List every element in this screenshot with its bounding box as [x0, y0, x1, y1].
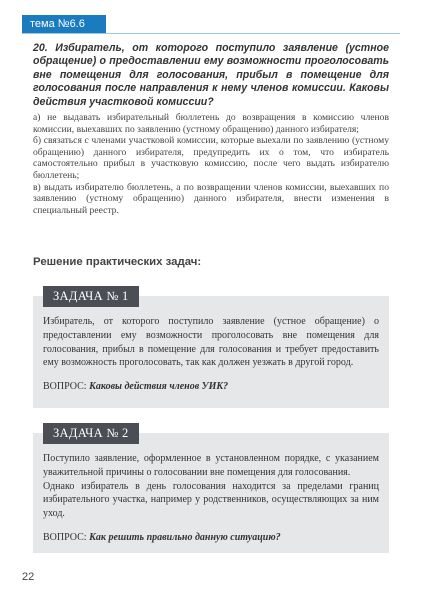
task-body [43, 452, 379, 545]
answer-option-b: б) связаться с членами участковой комиссии, которые выехали по заявлению (устному обращению) данного избирателя, предупредить их о том, что избиратель самостоятельно прибыл в участковую комиссию, после чего выдать избирателю бюллетень; [33, 135, 389, 181]
task-question-label: ВОПРОС: [43, 381, 87, 393]
task-question-text: Как решить правильно данную ситуацию? [89, 531, 281, 543]
test-question [33, 42, 389, 216]
section-heading: Решение практических задач: [33, 256, 202, 268]
task-question [43, 380, 379, 394]
task-box-1 [33, 289, 389, 408]
task-question-label: ВОПРОС: [43, 531, 87, 543]
task-paragraph: Однако избиратель в день голосования находится за пределами границ избирательного участка, например у родственников, осуществляющих за ним уход. [43, 480, 379, 520]
page-number: 22 [22, 571, 35, 583]
task-paragraph: Поступило заявление, оформленное в установленном порядке, с указанием уважительной причины о голосовании вне помещения для голосования. [43, 453, 379, 478]
task-label: ЗАДАЧА № 2 [43, 423, 139, 444]
task-paragraph: Избиратель, от которого поступило заявление (устное обращение) о предоставлении ему возможности проголосовать вне помещения для голосования, прибыл в помещение для голосования и требует предоставить ему возможность проголосовать, так как должен уезжать в другой город. [43, 316, 379, 369]
answer-option-a: а) не выдавать избирательный бюллетень до возвращения в комиссию членов комиссии, выехавших по заявлению (устному обращению) данного избирателя; [33, 112, 389, 135]
task-body [43, 315, 379, 394]
topic-tab: тема №6.6 [22, 15, 106, 33]
task-question [43, 531, 379, 545]
answer-option-c: в) выдать избирателю бюллетень, а по возвращении членов комиссии, выехавших по заявлению (устному обращению) данного избирателя, внести изменения в специальный реестр. [33, 181, 389, 216]
task-box-2 [33, 426, 389, 553]
topic-divider [22, 33, 400, 34]
task-question-text: Каковы действия членов УИК? [89, 381, 229, 393]
question-title: 20. Избиратель, от которого поступило заявление (устное обращение) о предоставлении ему возможности проголосовать вне помещения для голосования, прибыл в помещение для голосования после направления к нему членов комиссии. Каковы действия участковой комиссии? [33, 42, 389, 108]
task-label: ЗАДАЧА № 1 [43, 286, 139, 307]
